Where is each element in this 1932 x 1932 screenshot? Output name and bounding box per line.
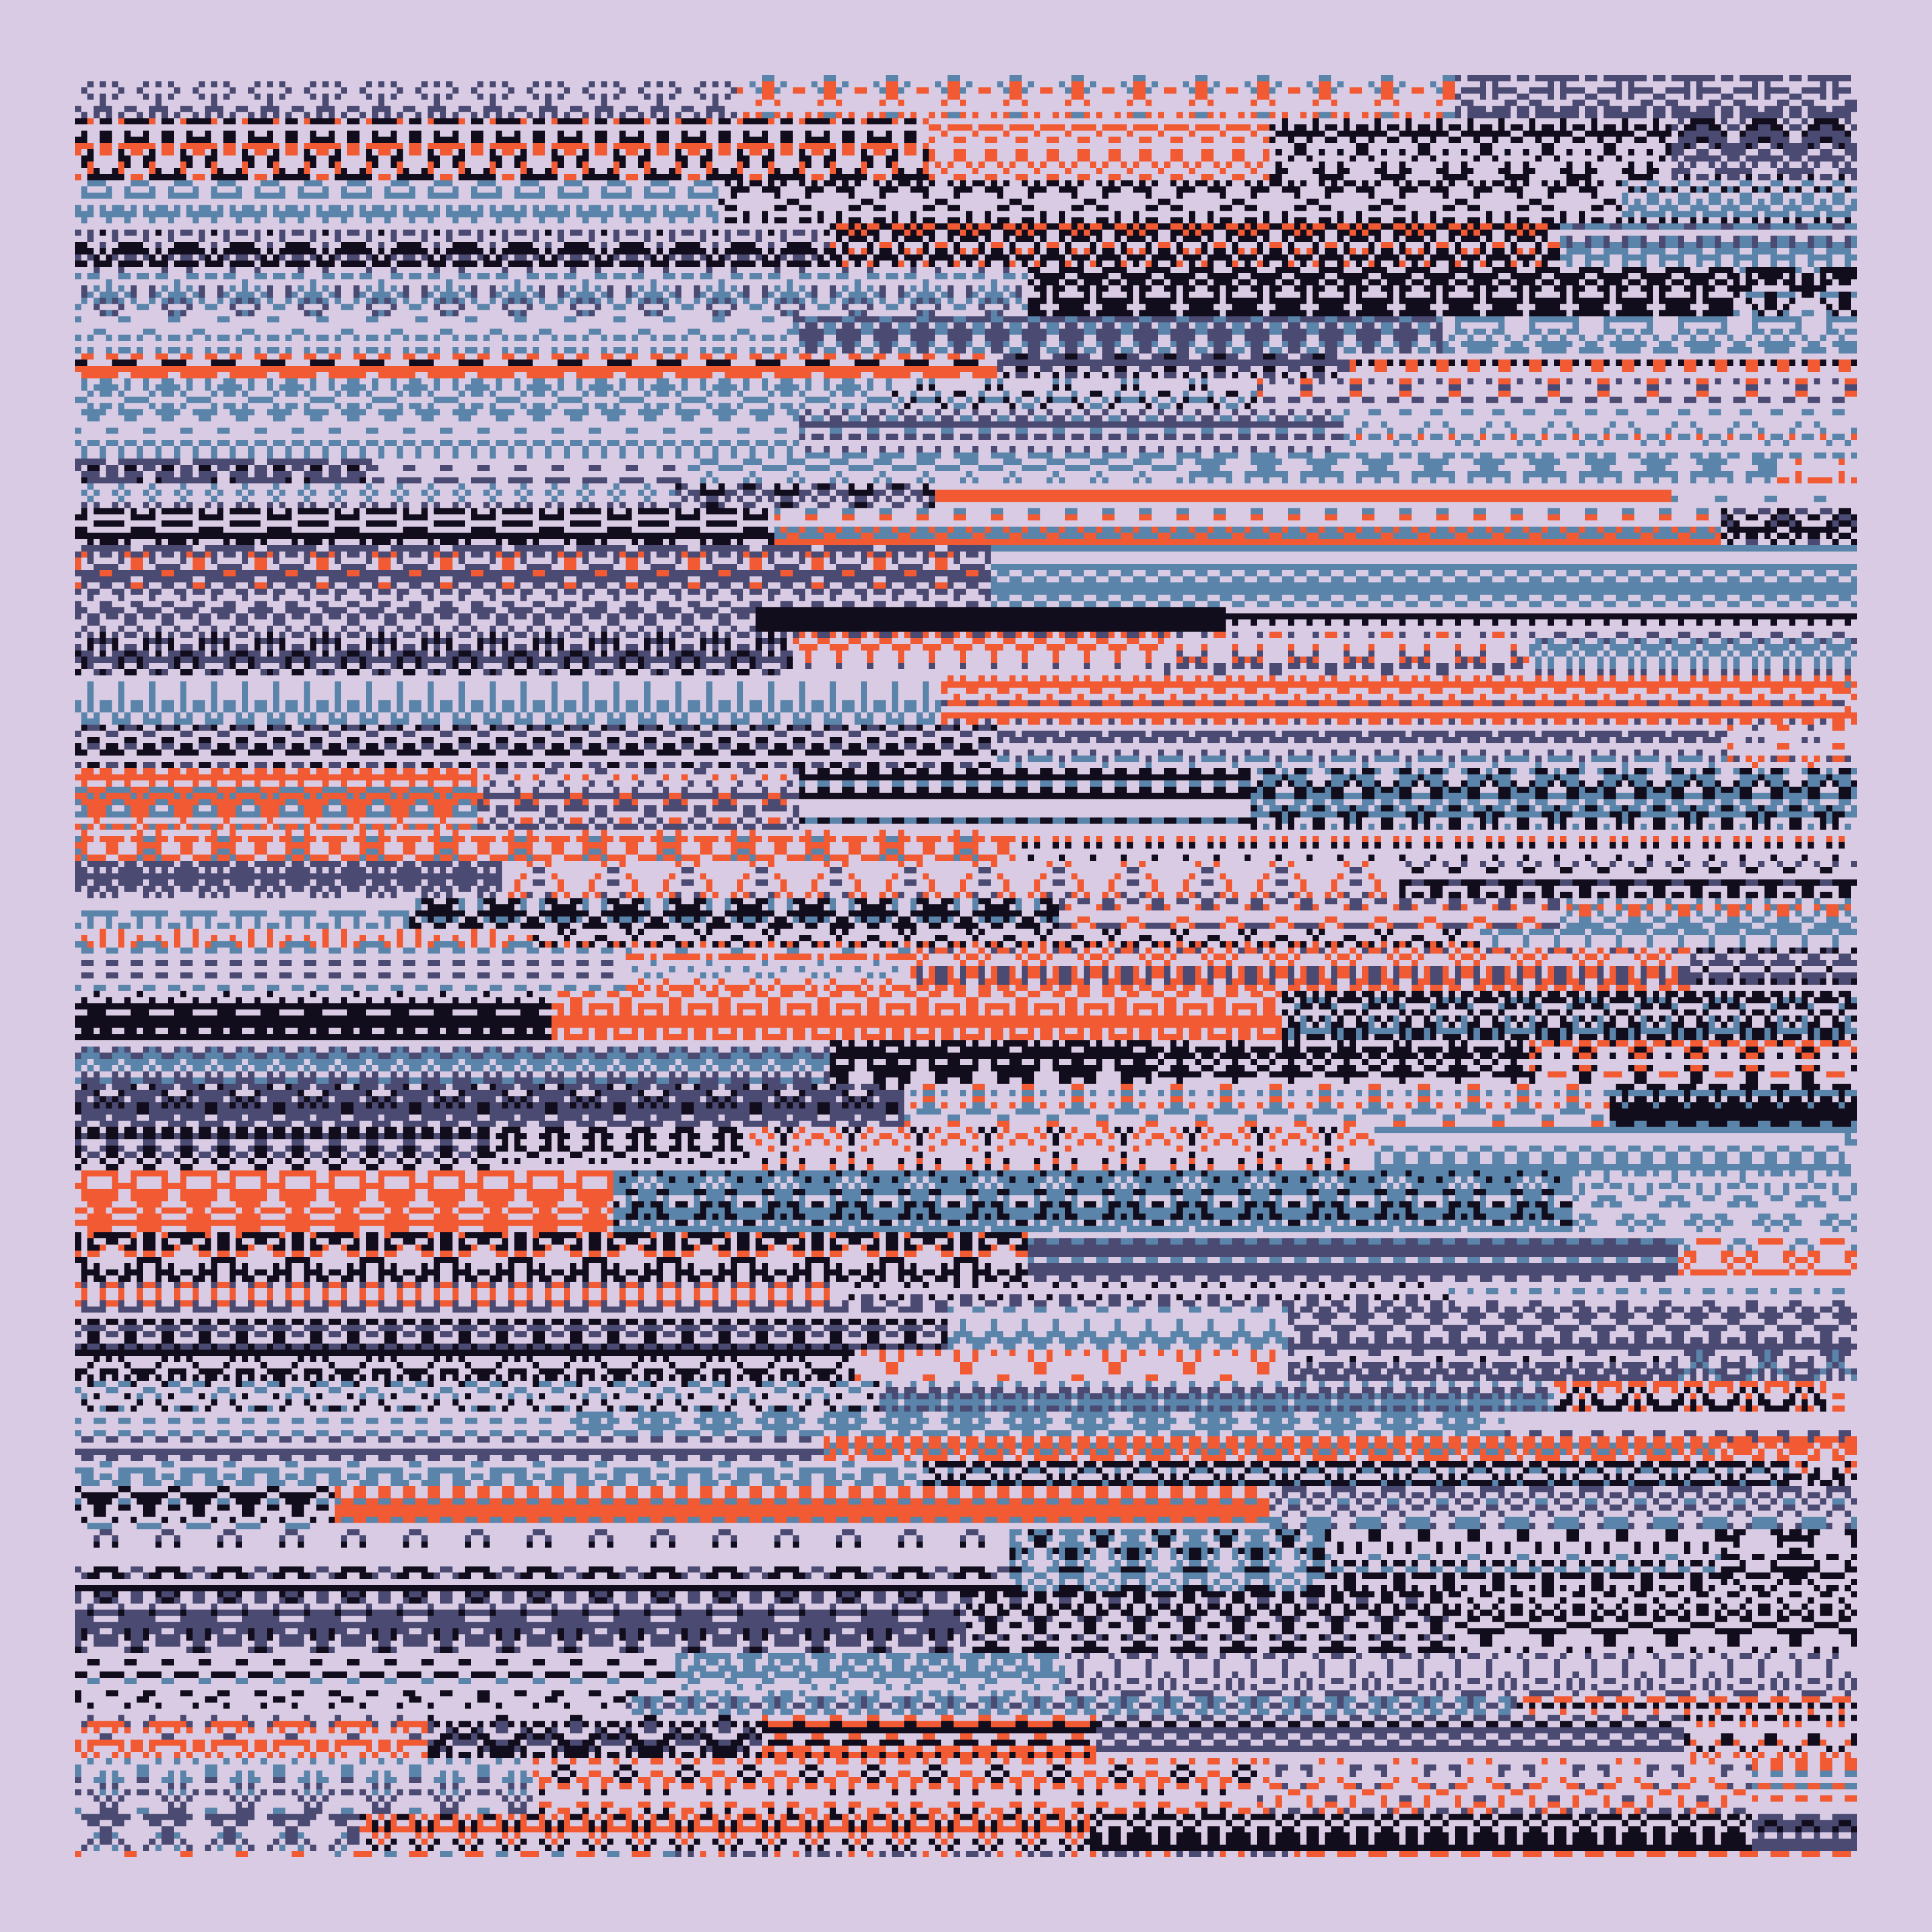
pixel-knit-pattern xyxy=(75,75,1857,1857)
